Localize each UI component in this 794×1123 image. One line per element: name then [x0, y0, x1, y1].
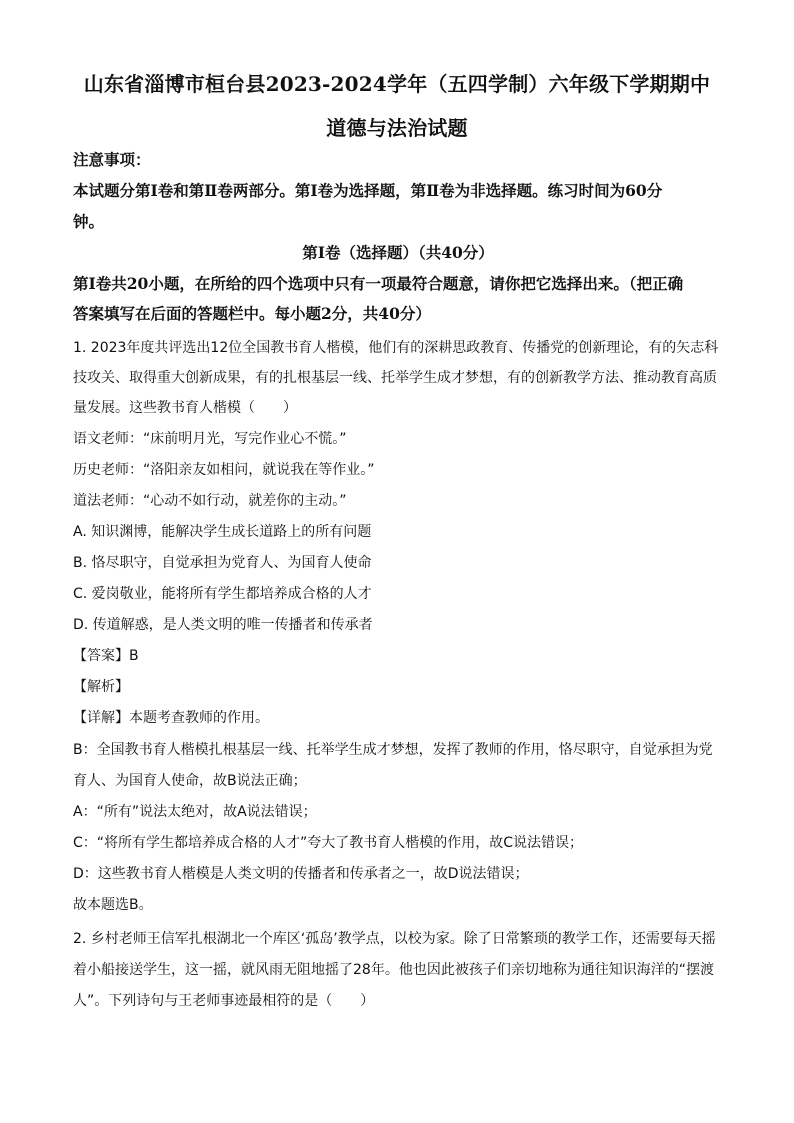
q1-detail: 【详解】本题考查教师的作用。	[73, 710, 269, 726]
q1-quote-history-teacher: 历史老师：“洛阳亲友如相问，就说我在等作业。”	[73, 462, 375, 478]
q1-explanation-d: D：这些教书育人楷模是人类文明的传播者和传承者之一，故D说法错误；	[73, 866, 529, 882]
q1-stem-line2: 技攻关、取得重大创新成果，有的扎根基层一线、托举学生成才梦想，有的创新教学方法、推动教育高质	[73, 370, 717, 386]
section1-instruction-line2: 答案填写在后面的答题栏中。每小题2分，共40分）	[73, 304, 431, 323]
q1-option-b: B. 恪尽职守，自觉承担为党育人、为国育人使命	[73, 555, 372, 571]
q1-answer: 【答案】B	[73, 648, 139, 664]
q2-stem-line3: 人”。下列诗句与王老师事迹最相符的是（ ）	[73, 993, 375, 1009]
q1-conclusion: 故本题选B。	[73, 897, 153, 913]
notice-heading: 注意事项：	[73, 150, 151, 169]
q1-stem-line1: 1. 2023年度共评选出12位全国教书育人楷模，他们有的深耕思政教育、传播党的创新理论，有的矢志科	[73, 340, 719, 356]
q1-option-a: A. 知识渊博，能解决学生成长道路上的所有问题	[73, 524, 372, 540]
exam-title-line1: 山东省淄博市桓台县2023-2024学年（五四学制）六年级下学期期中	[83, 72, 711, 96]
q1-option-d: D. 传道解惑，是人类文明的唯一传播者和传承者	[73, 617, 373, 633]
q1-explanation-c: C：“将所有学生都培养成合格的人才”夸大了教书育人楷模的作用，故C说法错误；	[73, 835, 584, 851]
q2-stem-line2: 着小船接送学生，这一摇，就风雨无阻地摇了28年。他也因此被孩子们亲切地称为通往知识海洋的“摆渡	[73, 962, 715, 978]
q1-quote-law-teacher: 道法老师：“心动不如行动，就差你的主动。”	[73, 493, 347, 509]
q1-stem-line3: 量发展。这些教书育人楷模（ ）	[73, 400, 297, 416]
notice-text-line2: 钟。	[73, 212, 105, 231]
q1-explanation-b-line2: 育人、为国育人使命，故B说法正确；	[73, 773, 307, 789]
section1-title: 第Ⅰ卷（选择题）（共40分）	[302, 243, 494, 262]
q1-quote-chinese-teacher: 语文老师：“床前明月光，写完作业心不慌。”	[73, 431, 347, 447]
q1-explanation-b-line1: B：全国教书育人楷模扎根基层一线、托举学生成才梦想，发挥了教师的作用，恪尽职守，自觉承担为党	[73, 742, 713, 758]
notice-text-line1: 本试题分第Ⅰ卷和第Ⅱ卷两部分。第Ⅰ卷为选择题，第Ⅱ卷为非选择题。练习时间为60分	[73, 181, 663, 200]
section1-instruction-line1: 第Ⅰ卷共20小题，在所给的四个选项中只有一项最符合题意，请你把它选择出来。（把正确	[73, 274, 684, 293]
q1-option-c: C. 爱岗敬业，能将所有学生都培养成合格的人才	[73, 586, 372, 602]
q1-analysis-label: 【解析】	[73, 679, 129, 695]
exam-title-line2: 道德与法治试题	[326, 116, 468, 140]
q1-explanation-a: A：“所有”说法太绝对，故A说法错误；	[73, 804, 317, 820]
q2-stem-line1: 2. 乡村老师王信军扎根湖北一个库区‘孤岛’教学点，以校为家。除了日常繁琐的教学工作，还需要每天摇	[73, 931, 716, 947]
